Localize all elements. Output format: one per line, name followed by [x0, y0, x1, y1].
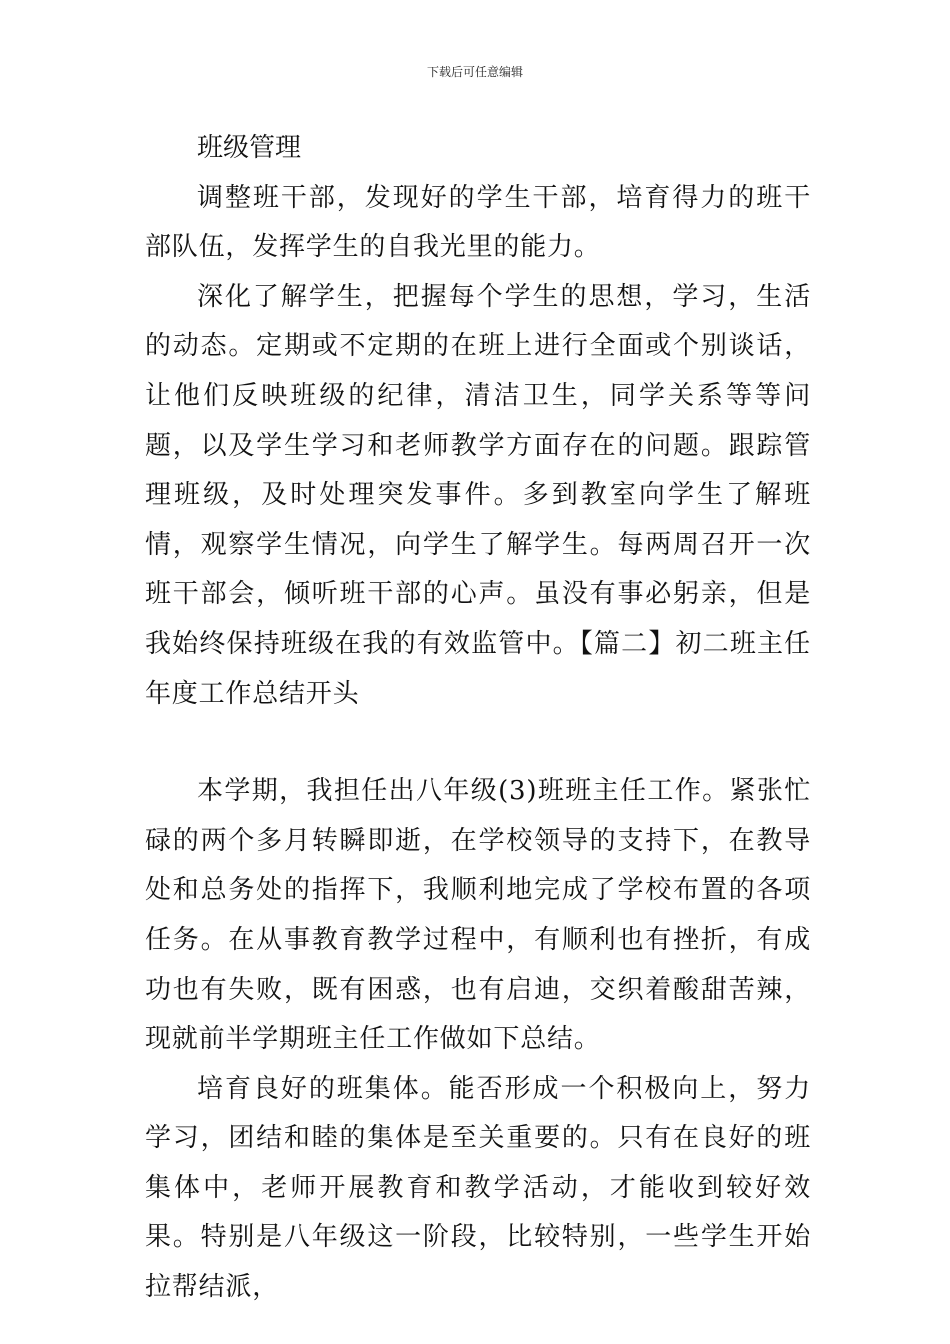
- header-note: 下载后可任意编辑: [426, 65, 523, 79]
- paragraph-understand-students: 深化了解学生，把握每个学生的思想，学习，生活的动态。定期或不定期的在班上进行全面或个别谈话，让他们反映班级的纪律，清洁卫生，同学关系等等问题，以及学生学习和老师教学方面存在的问题。跟踪管理班级，及时处理突发事件。多到教室向学生了解班情，观察学生情况，向学生了解学生。每两周召开一次班干部会，倾听班干部的心声。虽没有事必躬亲，但是我始终保持班级在我的有效监管中。【篇二】初二班主任年度工作总结开头: [145, 281, 811, 709]
- page-header: [0, 64, 950, 80]
- section-heading: 班级管理: [197, 133, 302, 163]
- paragraph-class-collective: 培育良好的班集体。能否形成一个积极向上，努力学习，团结和睦的集体是至关重要的。只有在良好的班集体中，老师开展教育和教学活动，才能收到较好效果。特别是八年级这一阶段，比较特别，一些学生开始拉帮结派，: [145, 1073, 811, 1303]
- paragraph-class-cadre: 调整班干部，发现好的学生干部，培育得力的班干部队伍，发挥学生的自我光里的能力。: [145, 182, 811, 263]
- document-body: [145, 124, 811, 1313]
- paragraph-semester-summary: 本学期，我担任出八年级(3)班班主任工作。紧张忙碌的两个多月转瞬即逝，在学校领导的支持下，在教导处和总务处的指挥下，我顺利地完成了学校布置的各项任务。在从事教育教学过程中，有顺利也有挫折，有成功也有失败，既有困惑，也有启迪，交织着酸甜苦辣，现就前半学期班主任工作做如下总结。: [145, 776, 811, 1055]
- paragraph-gap: [145, 719, 811, 767]
